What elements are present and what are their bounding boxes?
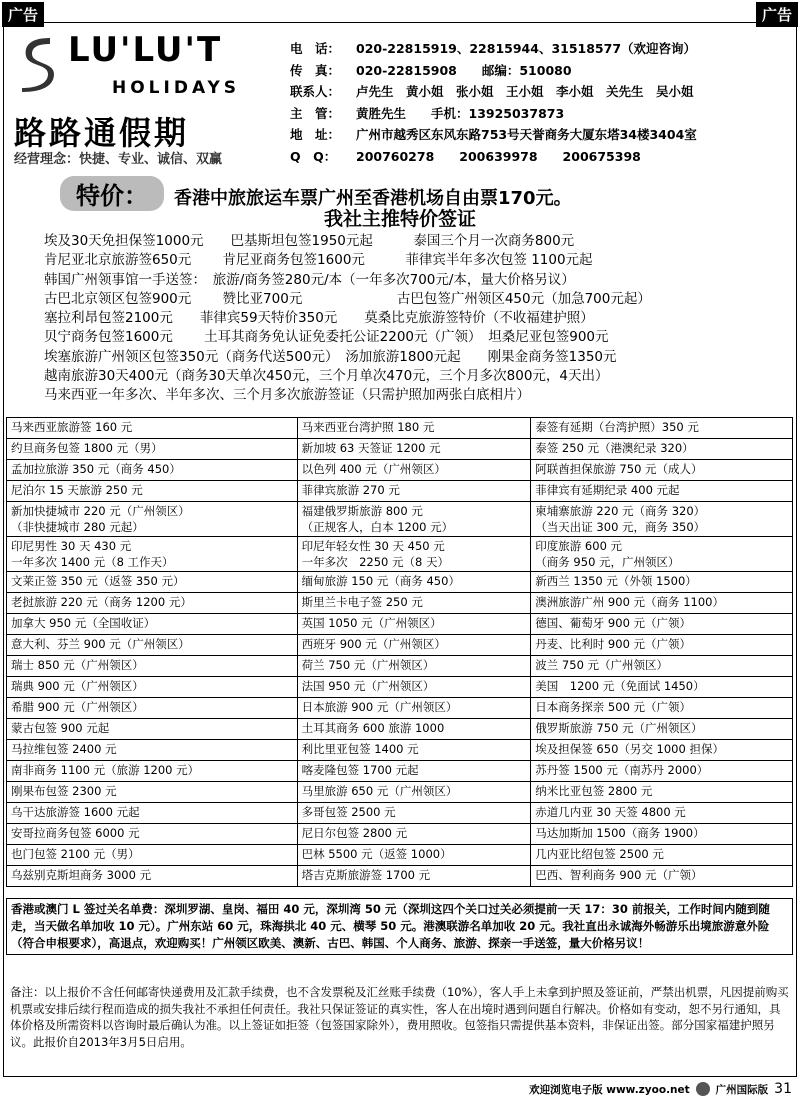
cell-line: 喀麦隆包签 1700 元起 (301, 763, 419, 777)
contact-value: 020-22815908 邮编：510080 (356, 62, 572, 78)
cell-line: 加拿大 950 元（全国收证） (11, 616, 156, 630)
main-title: 我社主推特价签证 (323, 208, 476, 230)
cell-line: 乌兹别克斯坦商务 3000 元 (11, 868, 152, 882)
cell-line: 德国、葡萄牙 900 元（广领） (535, 616, 692, 630)
table-row (7, 460, 793, 481)
company-chinese-name: 路路通假期 (14, 114, 190, 152)
brand-name: LU'LU'T (68, 30, 223, 70)
ad-label-left: 广告 (2, 2, 44, 27)
offer-line: 越南旅游30天400元（商务30天单次450元，三个月单次470元，三个月多次800元，4天出） (44, 368, 609, 385)
contact-value: 黄胜先生 手机：13925037873 (356, 105, 565, 121)
table-cell (531, 656, 793, 677)
cell-line: 塔吉克斯旅游签 1700 元 (301, 868, 431, 882)
contact-row-people (290, 81, 697, 103)
cell-line: 多哥包签 2500 元 (301, 805, 396, 819)
table-row (7, 502, 793, 537)
table-row (7, 698, 793, 719)
table-row (7, 866, 793, 887)
cell-line: 埃及担保签 650（另交 1000 担保） (535, 742, 724, 756)
cell-line: 马拉维包签 2400 元 (11, 742, 117, 756)
contact-value: 020-22815919、22815944、31518577（欢迎咨询） (356, 41, 697, 56)
table-row (7, 635, 793, 656)
offer-line: 肯尼亚北京旅游签650元 肯尼亚商务包签1600元 菲律宾半年多次包签 1100元起 (44, 252, 593, 269)
table-cell (297, 635, 531, 656)
cell-line: 日本旅游 900 元（广州领区） (301, 700, 458, 714)
table-cell (7, 572, 298, 593)
cell-line: 利比里亚包签 1400 元 (301, 742, 419, 756)
table-cell (7, 740, 298, 761)
cell-line: 泰签 250 元（港澳纪录 320） (535, 441, 694, 455)
table-cell (531, 481, 793, 502)
cell-line: 新西兰 1350 元（外领 1500） (535, 574, 697, 588)
table-row (7, 656, 793, 677)
cell-line: 菲律宾有延期纪录 400 元起 (535, 483, 680, 497)
offer-line: 韩国广州领事馆一手送签： 旅游/商务签280元/本（一年多次700元/本，量大价格另议） (44, 271, 575, 288)
table-cell (7, 824, 298, 845)
table-cell (7, 803, 298, 824)
cell-line: （当天出证 300 元，商务 350） (535, 520, 706, 534)
table-cell (7, 698, 298, 719)
cell-line: 约旦商务包签 1800 元（男） (11, 441, 163, 455)
contact-info (290, 38, 697, 167)
table-cell (7, 761, 298, 782)
table-row (7, 845, 793, 866)
table-cell (531, 614, 793, 635)
table-row (7, 537, 793, 572)
table-cell (531, 866, 793, 887)
visa-price-table (6, 417, 793, 887)
ad-label-right: 广告 (756, 2, 798, 27)
cell-line: 英国 1050 元（广州领区） (301, 616, 442, 630)
table-cell (7, 677, 298, 698)
brand-subtitle: HOLIDAYS (112, 78, 241, 98)
table-cell (297, 593, 531, 614)
cell-line: （正规客人，白本 1200 元） (301, 520, 454, 534)
cell-line: 以色列 400 元（广州领区） (301, 462, 446, 476)
cell-line: 尼日尔包签 2800 元 (301, 826, 408, 840)
cell-line: 泰签有延期（台湾护照）350 元 (535, 420, 699, 434)
contact-label: 电 话： (290, 41, 341, 56)
table-row (7, 740, 793, 761)
table-cell (531, 677, 793, 698)
cell-line: 苏丹签 1500 元（南苏丹 2000） (535, 763, 709, 777)
table-row (7, 803, 793, 824)
table-cell (297, 481, 531, 502)
cell-line: 孟加拉旅游 350 元（商务 450） (11, 462, 181, 476)
table-cell (7, 439, 298, 460)
cell-line: 乌干达旅游签 1600 元起 (11, 805, 140, 819)
cell-line: 印尼男性 30 天 430 元 (11, 539, 132, 553)
page-footer (529, 1081, 792, 1097)
contact-label: 传 真： (290, 62, 341, 78)
cell-line: 老挝旅游 220 元（商务 1200 元） (11, 595, 192, 609)
table-cell (7, 460, 298, 481)
cell-line: 法国 950 元（广州领区） (301, 679, 435, 693)
offer-line: 塞拉利昂包签2100元 菲律宾59天特价350元 莫桑比克旅游签特价（不收福建护照） (44, 310, 594, 327)
table-row (7, 782, 793, 803)
table-row (7, 677, 793, 698)
cell-line: 安哥拉商务包签 6000 元 (11, 826, 140, 840)
table-row (7, 761, 793, 782)
table-row (7, 481, 793, 502)
table-cell (297, 614, 531, 635)
table-cell (531, 740, 793, 761)
table-cell (297, 439, 531, 460)
table-cell (531, 418, 793, 439)
contact-row-fax (290, 60, 697, 82)
table-cell (297, 803, 531, 824)
cell-line: 马来西亚台湾护照 180 元 (301, 420, 435, 434)
table-cell (297, 761, 531, 782)
table-cell (531, 824, 793, 845)
cell-line: 一年多次 1400 元（8 工作天） (11, 555, 174, 569)
cell-line: 土耳其商务 600 旅游 1000 (301, 721, 445, 735)
cell-line: 新加坡 63 天签证 1200 元 (301, 441, 441, 455)
table-cell (7, 481, 298, 502)
contact-label: 地 址： (290, 127, 341, 142)
special-badge: 特价： (60, 176, 164, 211)
table-cell (7, 866, 298, 887)
table-row (7, 593, 793, 614)
cell-line: 波兰 750 元（广州领区） (535, 658, 669, 672)
cell-line: 刚果布包签 2300 元 (11, 784, 117, 798)
contact-value: 卢先生 黄小姐 张小姐 王小姐 李小姐 关先生 吴小姐 (356, 84, 694, 99)
table-cell (297, 782, 531, 803)
table-cell (531, 593, 793, 614)
cell-line: 柬埔寨旅游 220 元（商务 320） (535, 504, 706, 518)
offer-line: 马来西亚一年多次、半年多次、三个月多次旅游签证（只需护照加两张白底相片） (44, 387, 530, 404)
table-cell (297, 460, 531, 481)
table-cell (531, 782, 793, 803)
contact-row-qq (290, 146, 697, 168)
cell-line: 印尼年轻女性 30 天 450 元 (301, 539, 445, 553)
page-number: 31 (774, 1081, 792, 1097)
cell-line: 瑞典 900 元（广州领区） (11, 679, 144, 693)
cell-line: 菲律宾旅游 270 元 (301, 483, 400, 497)
note-text: 香港或澳门 L 签过关名单费：深圳罗湖、皇岗、福田 40 元，深圳湾 50 元（深圳这四个关口过关必须提前一天 17：30 前报关，工作时间内随到随走，当天做名单加收 10 元）。广州东站 60 元，珠海拱北 40 元、横琴 50 元。港澳联游名单加收 20 元。我社直出永诚海外畅游乐出境旅游意外险（符合申根要求），高退点，欢迎购买！广州领区欧美、澳新、古巴、韩国、个人商务、旅游、探亲一手送签，量大价格另议！ (11, 902, 770, 950)
table-cell (531, 537, 793, 572)
cell-line: 新加快捷城市 220 元（广州领区） (11, 504, 190, 518)
company-motto: 经营理念：快捷、专业、诚信、双赢 (14, 152, 223, 167)
contact-label: 联系人： (290, 84, 341, 99)
table-cell (531, 803, 793, 824)
table-cell (7, 593, 298, 614)
contact-value: 广州市越秀区东风东路753号天誉商务大厦东塔34楼3404室 (356, 127, 697, 142)
table-row (7, 418, 793, 439)
cell-line: 意大利、芬兰 900 元（广州领区） (11, 637, 190, 651)
cell-line: 尼泊尔 15 天旅游 250 元 (11, 483, 143, 497)
table-cell (7, 418, 298, 439)
table-cell (7, 502, 298, 537)
table-cell (531, 719, 793, 740)
contact-row-manager (290, 103, 697, 125)
edition-badge-icon (696, 1082, 710, 1096)
table-cell (531, 635, 793, 656)
table-cell (7, 614, 298, 635)
table-cell (7, 719, 298, 740)
table-cell (297, 824, 531, 845)
cell-line: 马达加斯加 1500（商务 1900） (535, 826, 705, 840)
table-row (7, 439, 793, 460)
cell-line: 纳米比亚包签 2800 元 (535, 784, 653, 798)
cell-line: 澳洲旅游广州 900 元（商务 1100） (535, 595, 724, 609)
featured-offers (44, 232, 764, 406)
cell-line: （非快捷城市 280 元起） (11, 520, 144, 534)
table-cell (531, 761, 793, 782)
offer-line: 埃及30天免担保签1000元 巴基斯坦包签1950元起 泰国三个月一次商务800元 (44, 233, 575, 249)
offer-line: 埃塞旅游广州领区包签350元（商务代送500元） 汤加旅游1800元起 刚果金商务签1350元 (44, 348, 617, 365)
table-cell (531, 698, 793, 719)
table-cell (531, 845, 793, 866)
table-cell (531, 502, 793, 537)
table-row (7, 614, 793, 635)
table-cell (531, 439, 793, 460)
table-cell (7, 537, 298, 572)
cell-line: 缅甸旅游 150 元（商务 450） (301, 574, 460, 588)
table-cell (297, 845, 531, 866)
cell-line: （商务 950 元，广州领区） (535, 555, 680, 569)
cell-line: 斯里兰卡电子签 250 元 (301, 595, 423, 609)
cell-line: 几内亚比绍包签 2500 元 (535, 847, 664, 861)
cell-line: 福建俄罗斯旅游 800 元 (301, 504, 423, 518)
cell-line: 一年多次 2250 元（8 天） (301, 555, 449, 569)
cell-line: 瑞士 850 元（广州领区） (11, 658, 144, 672)
offer-line: 贝宁商务包签1600元 土耳其商务免认证免委托公证2200元（广领） 坦桑尼亚包签900元 (44, 329, 609, 346)
table-cell (531, 572, 793, 593)
cell-line: 巴西、智利商务 900 元（广领） (535, 868, 703, 882)
remark: 备注：以上报价不含任何邮寄快递费用及汇款手续费，也不含发票税及汇丝账手续费（10%），客人手上未拿到护照及签证前，严禁出机票，凡因提前购买机票或安排后续行程而造成的损失我社不承担任何责任。我社只保证签证的真实性，客人在出境时遇到问题自行解决。价格如有变动，恕不另行通知，具体价格及所需资料以咨询时最后确认为准。以上签证如拒签（包签国家除外），费用照收。包签指只需提供基本资料，非保证出签。部分国家福建护照另议。此报价自2013年3月5日启用。 (10, 985, 789, 1049)
cell-line: 美国 1200 元（免面试 1450） (535, 679, 705, 693)
footer-edition: 广州国际版 (715, 1083, 769, 1096)
table-cell (7, 656, 298, 677)
cell-line: 荷兰 750 元（广州领区） (301, 658, 435, 672)
contact-row-address (290, 124, 697, 146)
table-cell (297, 677, 531, 698)
table-cell (7, 782, 298, 803)
offer-line: 古巴北京领区包签900元 赞比亚700元 古巴包签广州领区450元（加急700元起） (44, 290, 651, 307)
hk-macau-note (6, 898, 793, 955)
cell-line: 马里旅游 650 元（广州领区） (301, 784, 458, 798)
table-cell (297, 698, 531, 719)
cell-line: 丹麦、比利时 900 元（广领） (535, 637, 692, 651)
table-cell (297, 656, 531, 677)
table-cell (7, 635, 298, 656)
contact-label: Q Q： (290, 148, 337, 164)
table-cell (297, 740, 531, 761)
cell-line: 蒙古包签 900 元起 (11, 721, 110, 735)
cell-line: 西班牙 900 元（广州领区） (301, 637, 446, 651)
cell-line: 文莱正签 350 元（返签 350 元） (11, 574, 185, 588)
cell-line: 阿联酋担保旅游 750 元（成人） (535, 462, 703, 476)
table-row (7, 824, 793, 845)
special-text: 香港中旅旅运车票广州至香港机场自由票170元。 (174, 188, 572, 209)
cell-line: 赤道几内亚 30 天签 4800 元 (535, 805, 686, 819)
table-cell (297, 418, 531, 439)
cell-line: 南非商务 1100 元（旅游 1200 元） (11, 763, 200, 777)
cell-line: 也门包签 2100 元（男） (11, 847, 140, 861)
table-cell (297, 572, 531, 593)
table-cell (297, 719, 531, 740)
cell-line: 俄罗斯旅游 750 元（广州领区） (535, 721, 703, 735)
table-cell (297, 866, 531, 887)
contact-label: 主 管： (290, 105, 341, 121)
cell-line: 日本商务探亲 500 元（广领） (535, 700, 692, 714)
footer-site: 欢迎浏览电子版 www.zyoo.net (529, 1083, 690, 1096)
cell-line: 马来西亚旅游签 160 元 (11, 420, 133, 434)
table-cell (297, 502, 531, 537)
table-row (7, 572, 793, 593)
cell-line: 希腊 900 元（广州领区） (11, 700, 144, 714)
table-cell (297, 537, 531, 572)
contact-value: 200760278 200639978 200675398 (356, 148, 641, 164)
contact-row-phone (290, 38, 697, 60)
table-row (7, 719, 793, 740)
logo-mark-icon (18, 34, 58, 94)
cell-line: 巴林 5500 元（返签 1000） (301, 847, 452, 861)
table-cell (531, 460, 793, 481)
table-cell (7, 845, 298, 866)
cell-line: 印度旅游 600 元 (535, 539, 623, 553)
